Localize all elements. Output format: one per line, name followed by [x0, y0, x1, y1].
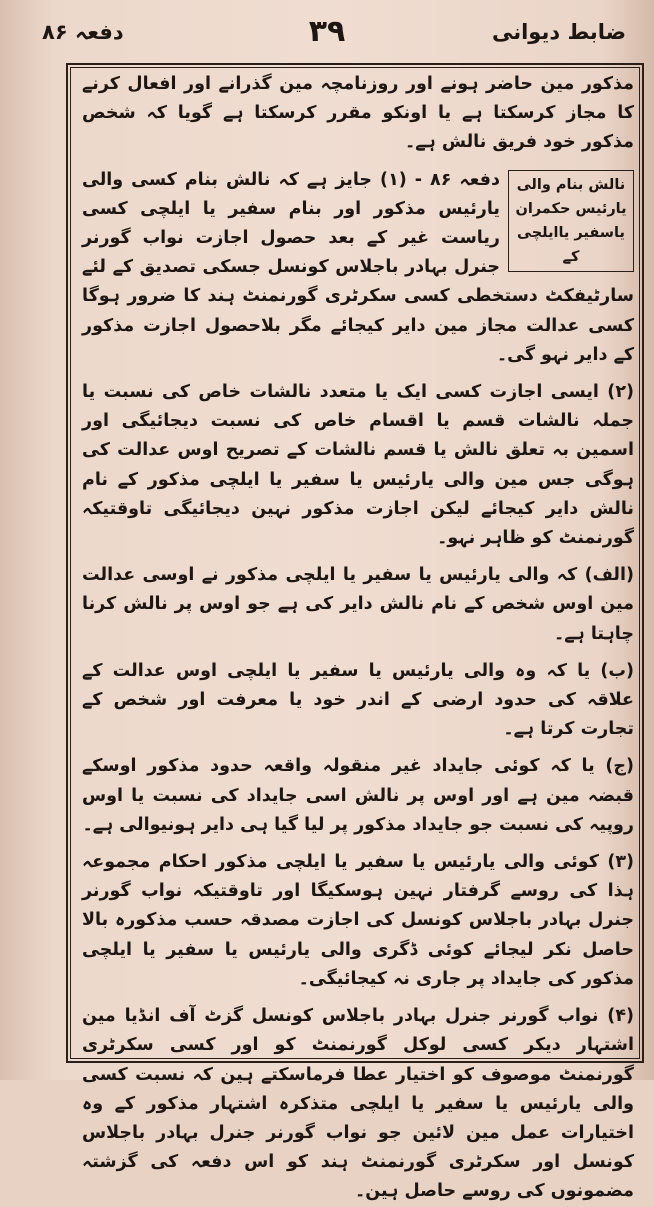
paragraph-section-86-4: (۴) نواب گورنر جنرل بہادر باجلاس کونسل گزٹ آف انڈیا مین اشتہار دیکر کسی لوکل گورنمنٹ کو اور کسی سکرٹری گورنمنٹ موصوف کو اختیار عطا فرماسکتے ہین کہ نسبت کسی والی یارئیس یا سفیر یا ایلچی متذکرہ اشتہار مذکور کے وہ اختیارات عمل مین لائین جو نواب گورنر جنرل بہادر باجلاس کونسل اور سکرٹری گورنمنٹ ہند کو اس دفعہ کی گزشتہ مضمونوں کی روسے حاصل ہین۔ — [82, 1006, 634, 1202]
page-header — [0, 14, 654, 58]
running-title: ضابط دیوانی — [491, 20, 626, 44]
paragraph-section-86-3: (۳) کوئی والی یارئیس یا سفیر یا ایلچی مذکور احکام مجموعہ ہذا کی روسے گرفتار نہین ہوسکیگا اور تاوقتیکہ نواب گورنر جنرل بہادر باجلاس کونسل کی اجازت مصدقہ حسب مذکورہ بالا حاصل نکر لیجائے کوئی ڈگری والی یارئیس یا سفیر یا ایلچی مذکور کی جایداد پر جاری نہ کیجائیگی۔ — [82, 852, 634, 989]
paragraph-clause-alif: (الف) کہ والی یارئیس یا سفیر یا ایلچی مذکور نے اوسی عدالت مین اوس شخص کے نام نالش دایر کی ہے جو اوس پر نالش کرنا چاہتا ہے۔ — [82, 565, 634, 644]
section-marker: دفعہ ۸۶ — [42, 20, 124, 44]
paragraph-section-86-2: (۲) ایسی اجازت کسی ایک یا متعدد نالشات خاص کی نسبت یا جملہ نالشات قسم یا اقسام خاص کی نسبت دیجائیگی اور اسمین بہ تعلق نالش یا قسم نالشات کے تصریح اوس عدالت کی ہوگی جس مین والی یارئیس یا سفیر یا ایلچی مذکور کے نام نالش دایر کیجائے لیکن اجازت مذکور نہین دیجائیگی تاوقتیکہ گورنمنٹ کو ظاہر نہو۔ — [82, 382, 634, 549]
paragraph-clause-jeem: (ج) یا کہ کوئی جایداد غیر منقولہ واقعہ حدود مذکور اوسکے قبضہ مین ہے اور اوس پر نالش اسی جایداد کی نسبت یا اوس روپیہ کی نسبت جو جایداد مذکور پر لیا گیا ہی دایر ہونیوالی ہے۔ — [82, 756, 634, 835]
margin-note: نالش بنام والی یارئیس حکمران یاسفیر یاایلچی کے — [508, 170, 634, 272]
paragraph-continuation: مذکور مین حاضر ہونے اور روزنامچہ مین گذرانے اور افعال کرنے کا مجاز کرسکتا ہے یا اونکو مقرر کرسکتا ہے گویا کہ شخص مذکور خود فریق نالش ہے۔ — [82, 74, 634, 153]
paragraph-clause-be: (ب) یا کہ وہ والی یارئیس یا سفیر یا ایلچی اوس عدالت کے علاقہ کی حدود ارضی کے اندر خود یا معرفت اور شخص کے تجارت کرتا ہے۔ — [82, 660, 634, 740]
paragraph-section-86-1: دفعہ ۸۶ - (۱) جایز ہے کہ نالش بنام کسی والی یارئیس مذکور اور بنام سفیر یا ایلچی کسی ریاست غیر کے بعد حصول اجازت نواب گورنر جنرل بہادر باجلاس کونسل جسکی تصدیق کے لئے سارٹیفکٹ دستخطی کسی سکرٹری گورنمنٹ ہند کا ضرور ہوگا کسی عدالت مجاز مین دایر کیجائے مگر بلاحصول اجازت مذکور کے دایر نہو گی۔ — [82, 169, 634, 365]
text-body — [82, 70, 634, 1207]
page-number: ۳۹ — [308, 14, 346, 49]
